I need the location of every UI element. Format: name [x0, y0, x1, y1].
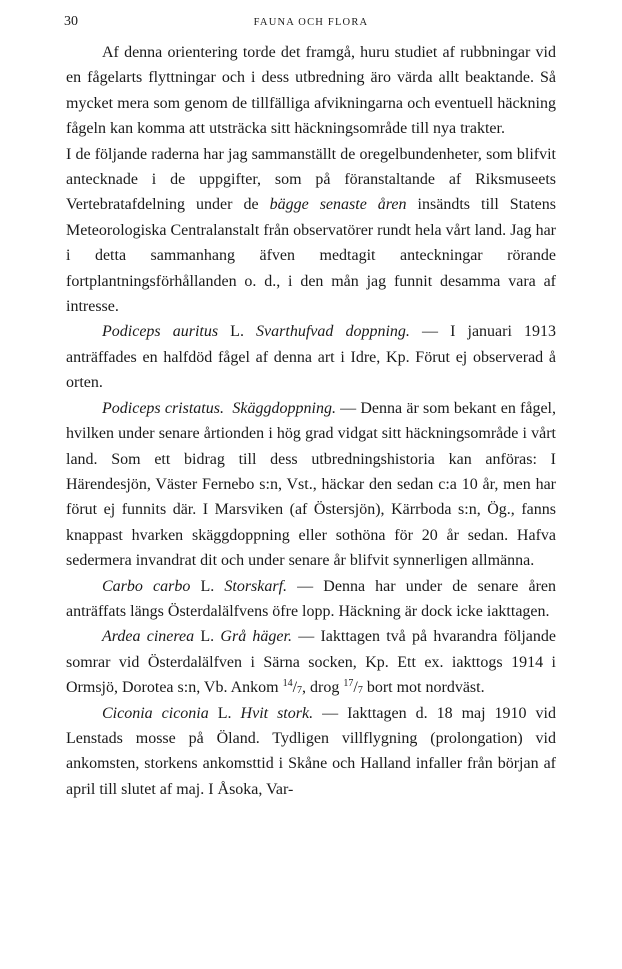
entry-text: — I januari 1913 anträffades en halfdöd fågel af denna art i Idre, Kp. Förut ej observerad å orten. — [66, 323, 557, 392]
species-name: Podiceps auritus — [102, 323, 219, 341]
entry-text: — Iakttagen två på hvarandra följande somrar vid Österdalälfven i Särna socken, Kp. Ett ex. iakttogs 1914 i Ormsjö, Dorotea s:n, Vb. Ankom — [66, 628, 556, 697]
paragraph-intro-1 — [66, 40, 556, 142]
entry-text: , drog — [302, 679, 344, 697]
common-name: Svarthufvad doppning. — [256, 323, 410, 341]
page-number: 30 — [64, 14, 78, 29]
common-name: Grå häger. — [220, 628, 292, 646]
species-author: L. — [208, 704, 241, 722]
species-name: Ardea cinerea — [102, 628, 195, 646]
species-name: Podiceps cristatus. — [102, 399, 224, 417]
paragraph-intro-2 — [66, 142, 556, 320]
species-author: L. — [190, 577, 225, 595]
date-day: 17 — [343, 678, 354, 690]
common-name: Storskarf. — [224, 577, 288, 595]
running-title: FAUNA OCH FLORA — [253, 17, 369, 28]
species-name: Ciconia ciconia — [102, 704, 209, 722]
paragraph-text: I de följande raderna har jag sammanställt de oregelbundenheter, som blifvit antecknade i de uppgifter, som på föranstaltande af Riksmuseets Vertebratafdelning under de — [66, 145, 556, 214]
species-author: L. — [218, 323, 257, 341]
species-author: L. — [194, 628, 221, 646]
date-month: 7 — [357, 685, 363, 697]
entry-text: — Iakttagen d. 18 maj 1910 vid Lenstads mosse på Öland. Tydligen villflygning (prolongation) vid ankomsten, storkens ankomsttid i Skåne och Halland infaller från början af april till slutet af maj. I Åsoka, Var- — [66, 704, 556, 798]
entry-text: bort mot nordväst. — [362, 679, 485, 697]
body-text — [66, 40, 556, 802]
species-entry-podiceps-cristatus — [66, 396, 556, 574]
paragraph-text: insändts till Statens Meteorologiska Centralanstalt från observatörer rundt hela vårt land. Jag har i detta sammanhang äfven medtagit anteckningar rörande fortplantningsförhållanden o. d., i den mån jag funnit desamma vara af intresse. — [66, 196, 556, 316]
page-header — [66, 14, 556, 40]
species-name: Carbo carbo — [102, 577, 191, 595]
species-entry-carbo-carbo — [66, 574, 556, 625]
page — [66, 14, 556, 802]
paragraph-text: Af denna orientering torde det framgå, huru studiet af rubbningar vid en fågelarts flyttningar och i dess utbredning äro värda allt beaktande. Så mycket mera som genom de tillfälliga afvikningarna och eventuell häckning fågeln kan komma att utsträcka sitt häckningsområde till nya trakter. — [66, 44, 556, 138]
entry-text: — Denna har under de senare åren anträffats längs Österdalälfvens öfre lopp. Häckning är dock icke iakttagen. — [66, 577, 556, 620]
entry-text: — Denna är som bekant en fågel, hvilken under senare årtionden i hög grad vidgat sitt häckningsområde i vårt land. Som ett bidrag till dess utbredningshistoria kan anföras: I Härendesjön, Väster Fernebo s:n, Vst., häckar den sedan c:a 10 år, men har förut ej funnits där. I Marsviken (af Östersjön), Kärrboda s:n, Ög., fanns knappast hvarken skäggdoppning eller sothöna för 20 år sedan. Hafva sedermera invandrat dit och under senare år blifvit synnerligen allmänna. — [66, 399, 557, 570]
date-day: 14 — [282, 678, 293, 690]
common-name: Skäggdoppning. — [232, 399, 336, 417]
date-month: 7 — [297, 685, 303, 697]
species-entry-ciconia-ciconia — [66, 701, 556, 803]
emphasis: bägge senaste åren — [269, 196, 407, 214]
common-name: Hvit stork. — [240, 704, 314, 722]
species-entry-ardea-cinerea: Ardea cinerea L. Grå häger. — Iakttagen två på hvarandra följande somrar vid Österdalälfven i Särna socken, Kp. Ett ex. iakttogs 1914 i Ormsjö, Dorotea s:n, Vb. Ankom $^{14}/_7$, drog $^{17}/_7$ bort mot nordväst. — [66, 628, 556, 697]
species-entry-podiceps-auritus — [66, 319, 556, 395]
